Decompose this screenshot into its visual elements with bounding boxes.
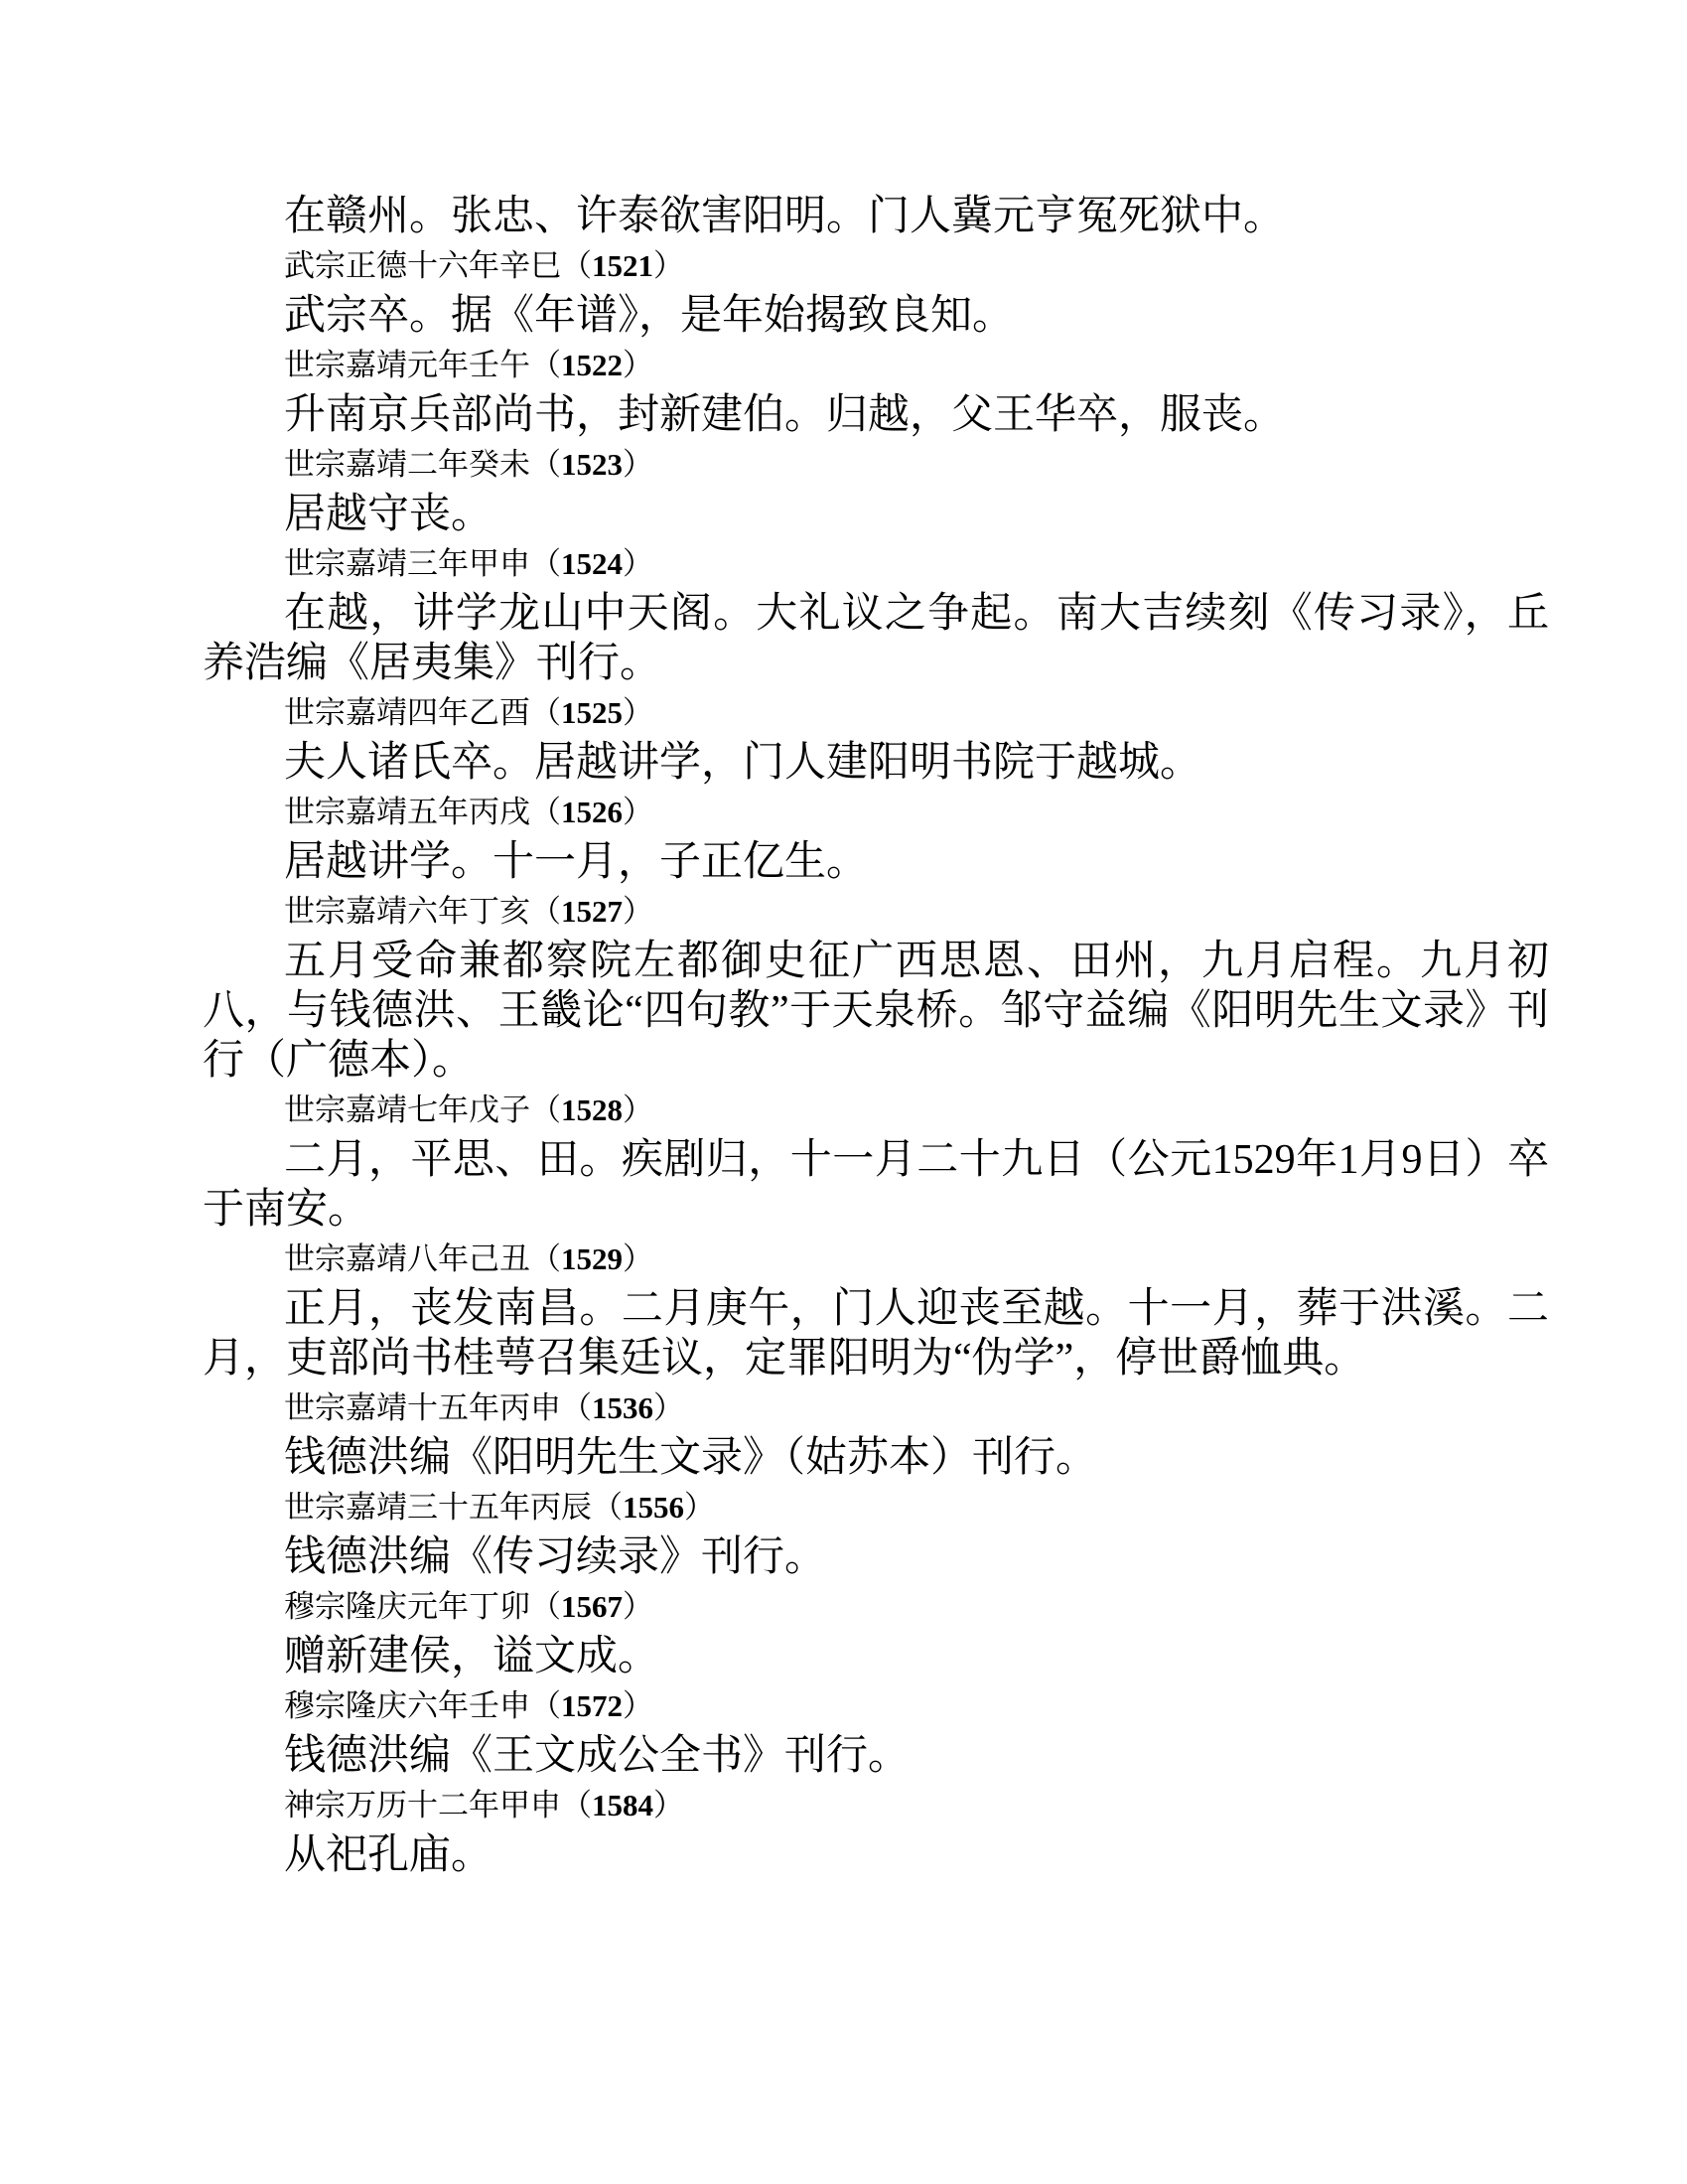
year-heading: 世宗嘉靖三年甲申（1524） [284, 546, 653, 581]
event-paragraph: 武宗卒。据《年谱》，是年始揭致良知。 [284, 293, 1015, 339]
year-heading: 神宗万历十二年甲申（1584） [284, 1788, 684, 1822]
year-heading: 世宗嘉靖四年乙酉（1525） [284, 695, 653, 730]
event-paragraph: 升南京兵部尚书，封新建伯。归越，父王华卒，服丧。 [284, 392, 1286, 438]
event-paragraph: 二月，平思、田。疾剧归，十一月二十九日（公元1529年1月9日）卒于南安。 [203, 1137, 1549, 1233]
event-paragraph: 钱德洪编《王文成公全书》刊行。 [284, 1733, 911, 1779]
year-heading: 穆宗隆庆元年丁卯（1567） [284, 1589, 653, 1624]
year-heading: 世宗嘉靖八年己丑（1529） [284, 1241, 653, 1276]
year-heading: 世宗嘉靖六年丁亥（1527） [284, 894, 653, 929]
event-paragraph: 夫人诸氏卒。居越讲学，门人建阳明书院于越城。 [284, 740, 1202, 786]
year-heading: 世宗嘉靖七年戊子（1528） [284, 1092, 653, 1127]
year-heading: 穆宗隆庆六年壬申（1572） [284, 1688, 653, 1723]
event-paragraph: 在越，讲学龙山中天阁。大礼议之争起。南大吉续刻《传习录》，丘养浩编《居夷集》刊行。 [203, 591, 1549, 686]
event-paragraph: 从祀孔庙。 [284, 1832, 493, 1878]
year-heading: 世宗嘉靖二年癸未（1523） [284, 447, 653, 482]
year-heading: 武宗正德十六年辛巳（1521） [284, 248, 684, 283]
year-heading: 世宗嘉靖五年丙戌（1526） [284, 795, 653, 829]
event-paragraph: 钱德洪编《阳明先生文录》（姑苏本）刊行。 [284, 1435, 1098, 1481]
event-paragraph: 居越讲学。十一月，子正亿生。 [284, 839, 869, 885]
year-heading: 世宗嘉靖元年壬午（1522） [284, 348, 653, 382]
event-paragraph: 居越守丧。 [284, 492, 493, 537]
year-heading: 世宗嘉靖十五年丙申（1536） [284, 1390, 684, 1425]
event-paragraph: 五月受命兼都察院左都御史征广西思恩、田州，九月启程。九月初八，与钱德洪、王畿论“四句教”于天泉桥。邹守益编《阳明先生文录》刊行（广德本）。 [203, 939, 1549, 1084]
event-paragraph: 正月，丧发南昌。二月庚午，门人迎丧至越。十一月，葬于洪溪。二月，吏部尚书桂萼召集廷议，定罪阳明为“伪学”，停世爵恤典。 [203, 1286, 1549, 1382]
year-heading: 世宗嘉靖三十五年丙辰（1556） [284, 1490, 715, 1525]
event-paragraph: 赠新建侯，谥文成。 [284, 1634, 660, 1679]
chronology-text [203, 192, 1549, 1880]
event-paragraph: 钱德洪编《传习续录》刊行。 [284, 1534, 827, 1580]
event-paragraph: 在赣州。张忠、许泰欲害阳明。门人冀元亨冤死狱中。 [284, 194, 1286, 239]
